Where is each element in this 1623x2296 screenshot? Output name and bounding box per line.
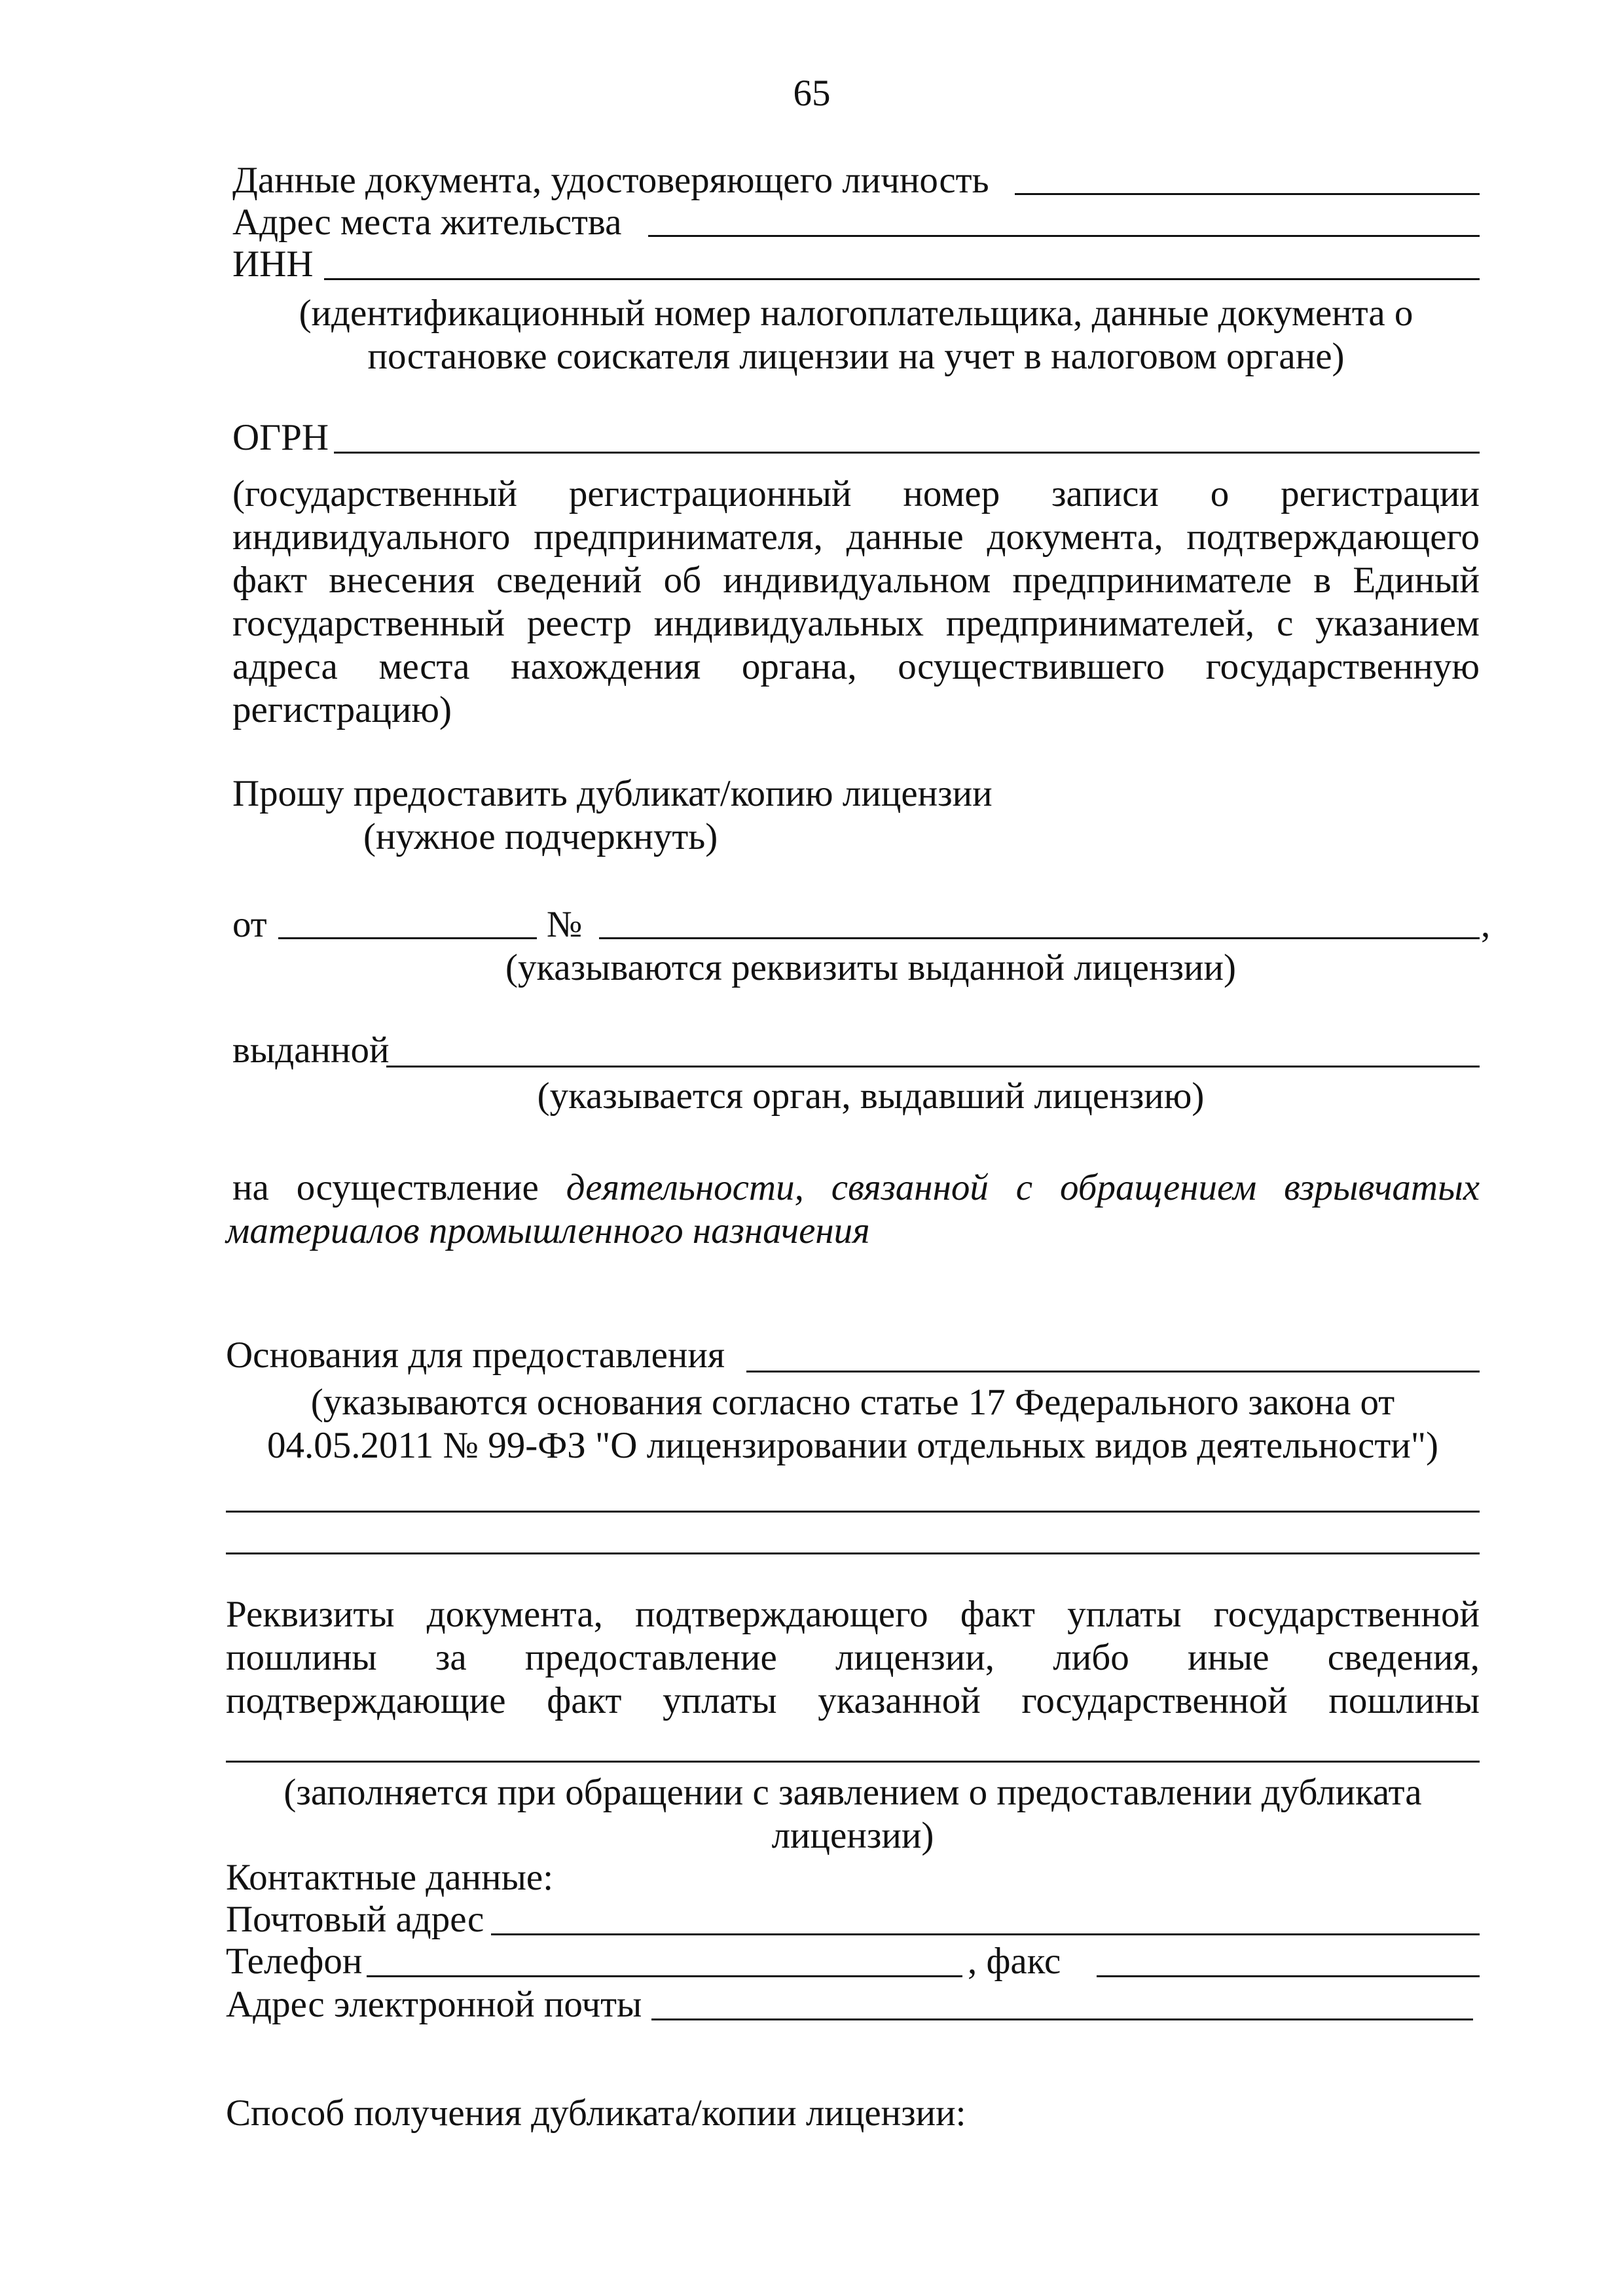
license-number-label: № xyxy=(547,904,583,945)
residence-address-label: Адрес места жительства xyxy=(232,202,622,243)
grounds-note-line-2: 04.05.2011 № 99-ФЗ "О лицензировании отдельных видов деятельности") xyxy=(266,1425,1439,1466)
ogrn-note-line-2: индивидуального предпринимателя, данные документа, подтверждающего xyxy=(232,516,1480,558)
request-text: Прошу предоставить дубликат/копию лицензии xyxy=(232,773,993,814)
residence-address-field[interactable] xyxy=(648,235,1480,237)
license-number-field[interactable] xyxy=(599,937,1480,939)
inn-note-line-2: постановке соискателя лицензии на учет в налоговом органе) xyxy=(367,336,1345,377)
identity-document-label: Данные документа, удостоверяющего личность xyxy=(232,160,989,201)
inn-label: ИНН xyxy=(232,243,314,285)
grounds-note-line-1: (указываются основания согласно статье 17 Федерального закона от xyxy=(310,1382,1395,1423)
activity-prefix: на осуществление xyxy=(232,1167,539,1208)
ogrn-field[interactable] xyxy=(334,452,1480,454)
activity-line-2: материалов промышленного назначения xyxy=(226,1210,870,1251)
issued-by-field[interactable] xyxy=(386,1066,1480,1067)
license-from-label: от xyxy=(232,904,267,945)
identity-document-field[interactable] xyxy=(1015,193,1480,195)
issued-by-label: выданной xyxy=(232,1030,390,1071)
activity-line-1 xyxy=(232,1166,1480,1210)
ogrn-note-line-3: факт внесения сведений об индивидуальном предпринимателе в Единый xyxy=(232,560,1480,601)
payment-note-line-2: лицензии) xyxy=(771,1815,934,1856)
license-details-note: (указываются реквизиты выданной лицензии) xyxy=(505,947,1236,988)
page-number: 65 xyxy=(793,73,831,114)
grounds-label: Основания для предоставления xyxy=(226,1335,725,1376)
payment-line-2: пошлины за предоставление лицензии, либо иные сведения, xyxy=(226,1637,1480,1678)
fax-field[interactable] xyxy=(1097,1975,1480,1977)
phone-field[interactable] xyxy=(367,1975,962,1977)
ogrn-note-line-1: (государственный регистрационный номер записи о регистрации xyxy=(232,473,1480,514)
payment-line-1: Реквизиты документа, подтверждающего факт уплаты государственной xyxy=(226,1594,1480,1635)
ogrn-note-line-5: адреса места нахождения органа, осуществившего государственную xyxy=(232,646,1480,687)
ogrn-note-line-6: регистрацию) xyxy=(232,689,452,730)
payment-field[interactable] xyxy=(226,1761,1480,1763)
license-date-field[interactable] xyxy=(278,937,537,939)
ogrn-label: ОГРН xyxy=(232,417,329,458)
receipt-method-label: Способ получения дубликата/копии лицензии: xyxy=(226,2092,966,2134)
activity-italic-1: деятельности, связанной с обращением взрывчатых xyxy=(566,1167,1480,1208)
contacts-title: Контактные данные: xyxy=(226,1857,554,1898)
payment-note-line-1: (заполняется при обращении с заявлением о предоставлении дубликата xyxy=(283,1772,1422,1813)
ogrn-note-line-4: государственный реестр индивидуальных предпринимателей, с указанием xyxy=(232,603,1480,644)
grounds-extra-line-2[interactable] xyxy=(226,1552,1480,1554)
phone-label: Телефон xyxy=(226,1941,363,1982)
issued-by-note: (указывается орган, выдавший лицензию) xyxy=(537,1075,1205,1117)
email-label: Адрес электронной почты xyxy=(226,1984,642,2025)
license-number-comma: , xyxy=(1481,904,1491,945)
email-field[interactable] xyxy=(651,2018,1473,2020)
grounds-field[interactable] xyxy=(746,1371,1480,1372)
grounds-extra-line-1[interactable] xyxy=(226,1511,1480,1513)
postal-address-label: Почтовый адрес xyxy=(226,1899,484,1940)
postal-address-field[interactable] xyxy=(491,1933,1480,1935)
inn-field[interactable] xyxy=(324,278,1480,280)
payment-line-3: подтверждающие факт уплаты указанной государственной пошлины xyxy=(226,1680,1480,1721)
inn-note-line-1: (идентификационный номер налогоплательщика, данные документа о xyxy=(299,293,1413,334)
request-underline-note: (нужное подчеркнуть) xyxy=(363,816,718,857)
fax-label: , факс xyxy=(968,1941,1061,1982)
